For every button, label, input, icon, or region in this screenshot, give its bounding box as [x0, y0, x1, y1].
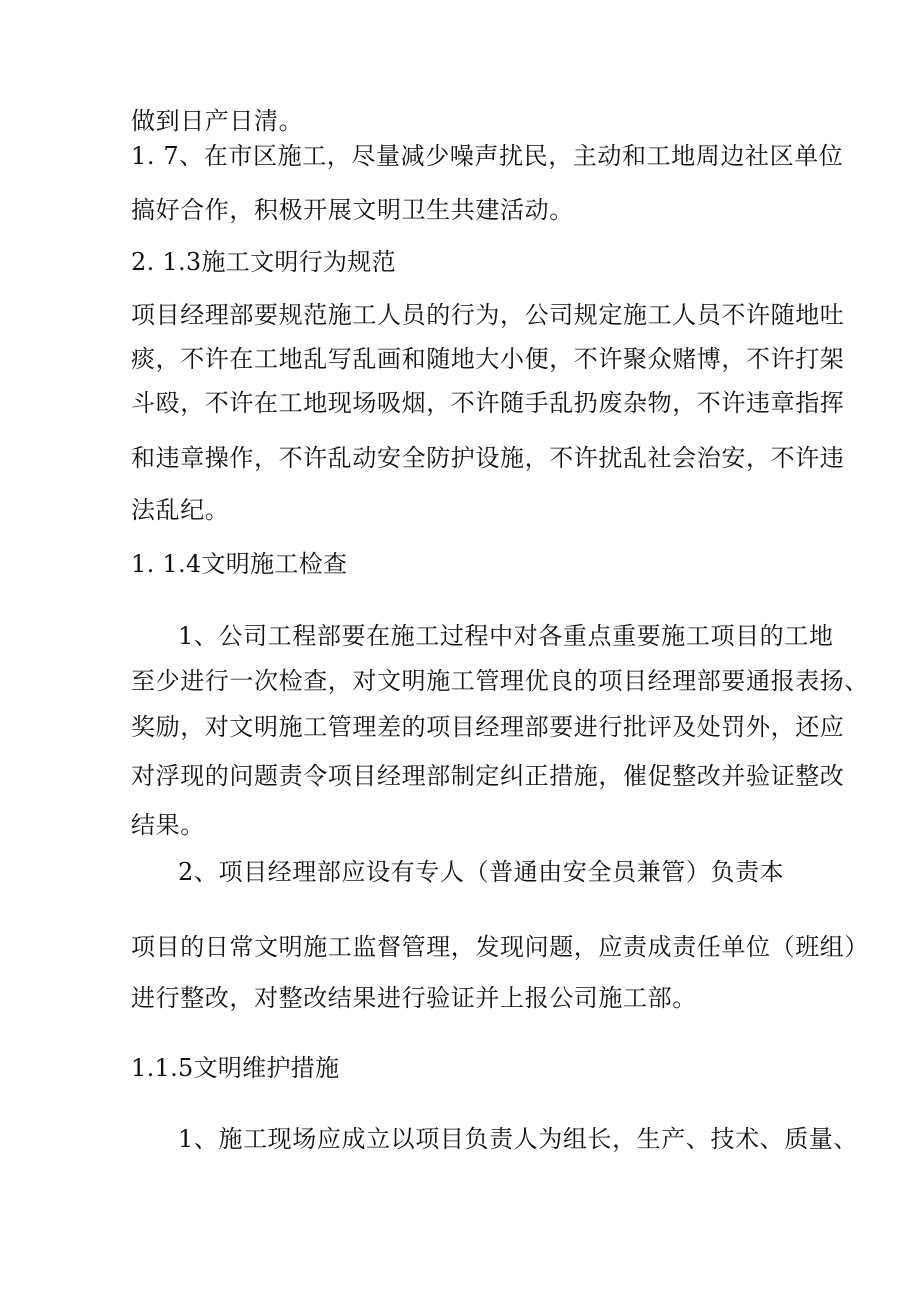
text-line: 搞好合作，积极开展文明卫生共建活动。	[131, 196, 574, 224]
text-line: 对浮现的问题责令项目经理部制定纠正措施，催促整改并验证整改	[131, 762, 845, 790]
text-line: 结果。	[131, 811, 205, 839]
text-line: 项目经理部要规范施工人员的行为，公司规定施工人员不许随地吐	[131, 301, 845, 329]
text-line: 至少进行一次检查，对文明施工管理优良的项目经理部要通报表扬、	[131, 667, 869, 695]
text-line: 项目的日常文明施工监督管理，发现问题，应责成责任单位（班组）	[131, 933, 869, 961]
text-line: 和违章操作，不许乱动安全防护设施，不许扰乱社会治安，不许违	[131, 444, 845, 472]
text-line: 做到日产日清。	[131, 107, 304, 135]
text-line: 法乱纪。	[131, 496, 230, 524]
text-line: 进行整改，对整改结果进行验证并上报公司施工部。	[131, 984, 697, 1012]
text-line: 痰，不许在工地乱写乱画和随地大小便，不许聚众赌博，不许打架	[131, 345, 845, 373]
section-heading: 1. 1.4文明施工检查	[131, 550, 348, 578]
text-line: 奖励，对文明施工管理差的项目经理部要进行批评及处罚外，还应	[131, 713, 845, 741]
section-heading: 2. 1.3施工文明行为规范	[131, 248, 396, 276]
text-line: 1、公司工程部要在施工过程中对各重点重要施工项目的工地	[178, 622, 834, 650]
text-line: 斗殴，不许在工地现场吸烟，不许随手乱扔废杂物，不许违章指挥	[131, 389, 845, 417]
section-heading: 1.1.5文明维护措施	[131, 1054, 340, 1082]
text-line: 2、项目经理部应设有专人（普通由安全员兼管）负责本	[178, 858, 785, 886]
text-line: 1、施工现场应成立以项目负责人为组长，生产、技术、质量、	[178, 1125, 859, 1153]
text-line: 1. 7、在市区施工，尽量减少噪声扰民，主动和工地周边社区单位	[131, 142, 844, 170]
